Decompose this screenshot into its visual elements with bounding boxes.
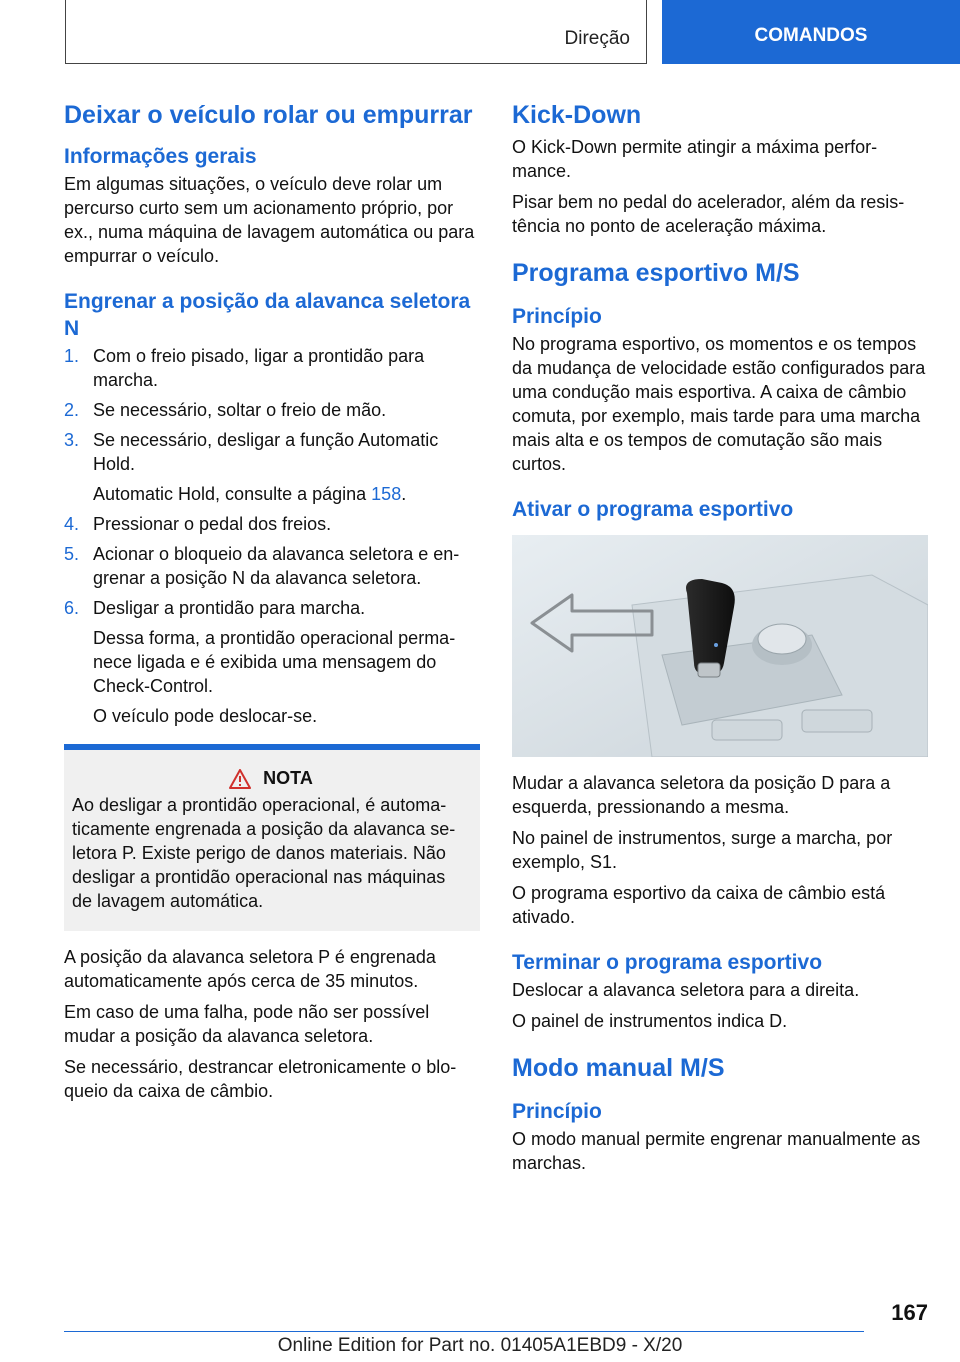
step-text: Pressionar o pedal dos freios.: [93, 514, 332, 534]
notice-text: Ao desligar a prontidão operacional, é automaticamente engrenada a posição da alavanca seletora P. Existe perigo de danos materiais. Não desligar a prontidão operacional nas máquinas de lavagem automática.: [72, 795, 456, 911]
step-number: 4.: [64, 514, 80, 534]
list-item: [64, 542, 480, 590]
heading-end-sport: Terminar o programa esportivo: [512, 951, 823, 974]
heading-principle: Princípio: [512, 305, 602, 328]
step-text: Com o freio pisado, ligar a prontidão para marcha.: [93, 346, 425, 390]
step3-reference: [64, 482, 480, 506]
header-section-box: [65, 0, 647, 64]
page-number: 167: [891, 1300, 928, 1325]
paragraph-manual: O modo manual permite engrenar manualmente as marchas.: [512, 1129, 921, 1173]
steps-list: [64, 344, 480, 476]
paragraph-principle: No programa esportivo, os momentos e os tempos da mudança de velocidade estão configurados para uma condução mais esportiva. A caixa de câmbio comuta, por exemplo, mais tarde para uma marcha mais alta e os tempos de comutação são mais curtos.: [512, 334, 926, 474]
step-text: Acionar o bloqueio da alavanca seletora e engrenar a posição N da alavanca seletora.: [93, 544, 460, 588]
footer-edition: Online Edition for Part no. 01405A1EBD9 - X/20: [277, 1335, 683, 1356]
warning-triangle-icon: [229, 769, 251, 789]
step-text: Se necessário, soltar o freio de mão.: [93, 400, 387, 420]
right-column: [512, 100, 928, 1182]
step-text: Desligar a prontidão para marcha.: [93, 598, 366, 618]
reference-end: .: [401, 484, 407, 504]
steps-list-continued: [64, 512, 480, 620]
heading-manual-mode: Modo manual M/S: [512, 1054, 725, 1082]
gear-selector-photo: [512, 535, 928, 757]
heading-principle-manual: Princípio: [512, 1100, 602, 1123]
paragraph-activate-2: No painel de instrumentos, surge a marcha, por exemplo, S1.: [512, 828, 893, 872]
heading-activate-sport: Ativar o programa esportivo: [512, 498, 794, 521]
notice-header: [72, 768, 470, 789]
notice-title: NOTA: [263, 768, 313, 788]
list-item: [64, 596, 480, 620]
paragraph-unlock: Se necessário, destrancar eletronicamente o bloqueio da caixa de câmbio.: [64, 1057, 457, 1101]
paragraph-kick-down-2: Pisar bem no pedal do acelerador, além da resistência no ponto de aceleração máxima.: [512, 192, 905, 236]
header-chapter-tab[interactable]: [662, 0, 960, 64]
heading-general-info: Informações gerais: [64, 145, 257, 168]
paragraph-end-1: Deslocar a alavanca seletora para a direita.: [512, 980, 860, 1000]
step6-result: O veículo pode deslocar-se.: [93, 706, 318, 726]
header-section-title: Direção: [564, 28, 630, 49]
paragraph-auto-p: A posição da alavanca seletora P é engrenada automaticamente após cerca de 35 minutos.: [64, 947, 436, 991]
heading-kick-down: Kick-Down: [512, 101, 642, 129]
list-item: [64, 512, 480, 536]
list-item: [64, 344, 480, 392]
left-column: [64, 100, 480, 1110]
paragraph-kick-down-1: O Kick-Down permite atingir a máxima performance.: [512, 137, 878, 181]
paragraph-general-info: Em algumas situações, o veículo deve rolar um percurso curto sem um acionamento próprio, por ex., numa máquina de lavagem automática ou para empurrar o veículo.: [64, 174, 475, 266]
page-link-158[interactable]: 158: [371, 484, 402, 504]
step-text: Se necessário, desligar a função Automatic Hold.: [93, 430, 439, 474]
heading-engage-n: Engrenar a posição da alavanca seletora N: [64, 290, 471, 340]
list-item: [64, 398, 480, 422]
step6-note: Dessa forma, a prontidão operacional permanece ligada e é exibida uma mensagem do Check-Control.: [93, 628, 456, 696]
list-item: [64, 428, 480, 476]
notice-box: [64, 744, 480, 931]
step-number: 6.: [64, 598, 80, 618]
step-number: 3.: [64, 430, 80, 450]
reference-text: Automatic Hold, consulte a página: [93, 484, 372, 504]
footer-divider: [64, 1331, 864, 1332]
paragraph-activate-1: Mudar a alavanca seletora da posição D para a esquerda, pressionando a mesma.: [512, 773, 891, 817]
section-title-roll-push: Deixar o veículo rolar ou empurrar: [64, 101, 473, 129]
paragraph-activate-3: O programa esportivo da caixa de câmbio está ativado.: [512, 883, 886, 927]
heading-sport-program: Programa esportivo M/S: [512, 259, 800, 287]
step-number: 5.: [64, 544, 80, 564]
header-chapter-label: COMANDOS: [754, 25, 868, 46]
step-number: 2.: [64, 400, 80, 420]
step-number: 1.: [64, 346, 80, 366]
paragraph-end-2: O painel de instrumentos indica D.: [512, 1011, 788, 1031]
paragraph-fault: Em caso de uma falha, pode não ser possível mudar a posição da alavanca seletora.: [64, 1002, 430, 1046]
